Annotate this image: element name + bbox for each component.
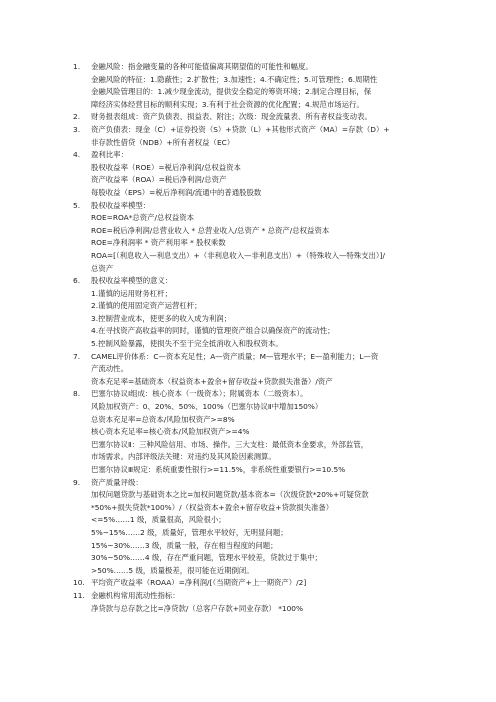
item-text-line: ROA=[（利息收入—利息支出）+（非利息收入—非利息支出）+（特殊收入—特殊支出）]/ (91, 250, 385, 260)
item-number: 3. (73, 124, 81, 134)
list-item (73, 590, 473, 615)
item-text-line: 平均资产收益率（ROAA）=净利润/[（当期资产+上一期资产）/2] (91, 578, 307, 588)
item-text-line: 3.控制营业成本，使更多的收入成为利润； (91, 313, 232, 323)
item-text-line: 资产收益率（ROA）=税后净利润/总资产 (91, 175, 227, 185)
item-text-line: 每股收益（EPS）=税后净利润/流通中的普通股股数 (91, 187, 262, 197)
item-number: 9. (73, 477, 81, 487)
list-item (73, 477, 473, 578)
item-text-line: 风险加权资产：0、20%、50%、100%（巴塞尔协议Ⅱ中增加150%） (91, 402, 323, 412)
list-item (73, 200, 473, 276)
list-item (73, 124, 473, 149)
item-text-line: <=5%……1 级，质量很高，风险很小； (91, 515, 226, 525)
item-text-line: ROE=ROA*总资产/总权益资本 (91, 213, 195, 223)
item-text-line: 加权问题贷款与基础资本之比=加权问题贷款/基本资本=（次级贷款*20%+可疑贷款 (91, 490, 369, 500)
item-text-line: 股权收益率模型的意义： (91, 276, 173, 286)
item-text-line: 2.谨慎的使用固定资产运营杠杆； (91, 301, 202, 311)
item-text-line: 金融风险的特征：1.隐蔽性；2.扩散性；3.加速性；4.不确定性；5.可管理性；6.周期性 (91, 74, 378, 84)
list-item (73, 577, 473, 590)
item-text-line: *50%+损失贷款*100%）/（权益资本+盈余+留存收益+贷款损失准备） (91, 502, 334, 512)
item-text-line: 资本充足率=基础资本（权益资本+盈余+留存收益+贷款损失准备）/资产 (91, 376, 333, 386)
item-number: 10. (73, 578, 85, 588)
item-number: 11. (73, 590, 85, 600)
item-text-line: 5%~15%……2 级，质量好，管理水平较好，无明显问题； (91, 527, 288, 537)
item-text-line: 财务报表组成：资产负债表、损益表、附注；次级：现金流量表、所有者权益变动表。 (91, 112, 372, 122)
item-text-line: 市场需求。内部评级法关键：对违约及其风险因素测算。 (91, 452, 276, 462)
item-number: 8. (73, 389, 81, 399)
list-item (73, 351, 473, 389)
list-item (73, 61, 473, 111)
item-text-line: 巴塞尔协议Ⅱ：三种风险信用、市场、操作。三大支柱：最低资本金要求，外部监管， (91, 439, 369, 449)
item-text-line: 总资本充足率=总资本/风险加权资产>=8% (91, 414, 235, 424)
item-text-line: CAMEL评价体系：C—资本充足性；A—资产质量；M—管理水平；E—盈利能力；L—资 (91, 351, 379, 361)
item-text-line: 30%~50%……4 级，存在严重问题，管理水平较差，贷款过于集中； (91, 553, 322, 563)
item-number: 2. (73, 112, 81, 122)
item-text-line: ROE=税后净利润/总营业收入 * 总营业收入/总资产 * 总资产/总权益资本 (91, 225, 330, 235)
item-text-line: 5.控制风险暴露，使损失不至于完全抵消收入和股权资本。 (91, 339, 283, 349)
item-number: 5. (73, 200, 81, 210)
item-text-line: 产流动性。 (91, 364, 128, 374)
list-item (73, 149, 473, 199)
list-item (73, 111, 473, 124)
item-text-line: 障经济实体经营目标的顺利实现；3.有利于社会资源的优化配置；4.规范市场运行。 (91, 99, 364, 109)
item-number: 7. (73, 351, 81, 361)
item-text-line: 巴塞尔协议Ⅰ组成：核心资本（一级资本）；附属资本（二级资本）。 (91, 389, 308, 399)
item-number: 1. (73, 62, 81, 71)
item-number: 4. (73, 150, 81, 160)
item-text-line: 净贷款与总存款之比=净贷款/（总客户存款+同业存款） *100% (91, 603, 304, 613)
item-text-line: 1.谨慎的运用财务杠杆； (91, 288, 172, 298)
item-text-line: 金融风险：指金融变量的各种可能值偏离其期望值的可能性和幅度。 (91, 62, 313, 71)
list-item (73, 388, 473, 476)
item-text-line: ROE=净利润率 * 资产利用率 * 股权乘数 (91, 238, 226, 248)
item-text-line: 股权收益率（ROE）=税后净利润/总权益资本 (91, 162, 241, 172)
item-text-line: 4.在寻找资产高收益率的同时，谨慎的管理资产组合以确保资产的流动性； (91, 326, 335, 336)
item-text-line: 资产负债表：现金（C）+证券投资（S）+贷款（L）+其他形式资产（MA）=存款（D）+ (91, 124, 390, 134)
list-item (73, 275, 473, 351)
item-text-line: 盈利比率： (91, 150, 128, 160)
item-text-line: 15%~30%……3 级，质量一般，存在相当程度的问题； (91, 540, 278, 550)
item-text-line: 非存款性借贷（NDB）+所有者权益（EC） (91, 137, 235, 147)
item-text-line: 巴塞尔协议Ⅲ规定：系统重要性银行>=11.5%，非系统性重要银行>=10.5% (91, 465, 346, 474)
item-text-line: 股权收益率模型： (91, 200, 151, 210)
item-text-line: 总资产 (91, 263, 114, 273)
item-text-line: 金融风险管理目的：1.减少现金流动，提供安全稳定的筹资环境；2.制定合理目标，保 (91, 87, 372, 97)
item-text-line: 资产质量评级： (91, 477, 143, 487)
document-body (73, 61, 473, 615)
item-text-line: >50%……5 级，质量极差，很可能在近期倒闭。 (91, 565, 254, 575)
item-text-line: 金融机构常用流动性指标： (91, 590, 180, 600)
item-text-line: 核心资本充足率=核心资本/风险加权资产>=4% (91, 427, 250, 437)
item-number: 6. (73, 276, 81, 286)
